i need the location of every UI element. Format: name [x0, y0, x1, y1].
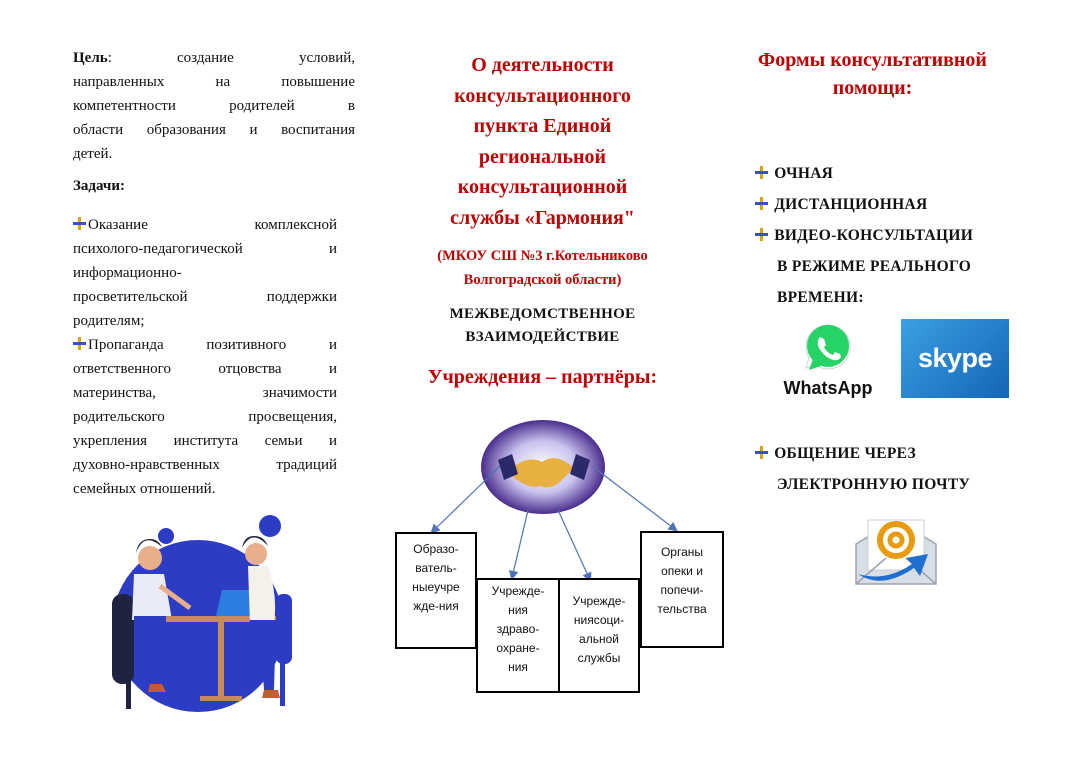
skype-logo — [901, 319, 1009, 398]
task-2-line: материнства, значимости — [73, 385, 337, 401]
whatsapp-icon — [776, 320, 880, 376]
interagency-heading: МЕЖВЕДОМСТВЕННОЕ ВЗАИМОДЕЙСТВИЕ — [449, 306, 636, 345]
partner-box-social: Учрежде- ниясоци- альной службы — [558, 578, 640, 693]
forms-title: Формы консультативной помощи: — [758, 49, 987, 99]
email-item: ОБЩЕНИЕ ЧЕРЕЗ ЭЛЕКТРОННУЮ ПОЧТУ — [755, 438, 1025, 500]
whatsapp-label: WhatsApp — [783, 378, 873, 398]
email-envelope-icon — [848, 500, 944, 596]
goal-label: Цель — [73, 50, 108, 66]
form-item: ДИСТАНЦИОННАЯ — [755, 189, 1025, 220]
partner-box-education: Образо- ватель- ныеучре ждe-ния — [395, 532, 477, 649]
goal-line: области образования и воспитания — [73, 122, 355, 138]
goal-line: компетентности родителей в — [73, 98, 355, 114]
form-item-continued: В РЕЖИМЕ РЕАЛЬНОГО — [777, 258, 972, 275]
bullet-icon — [73, 337, 86, 350]
bullet-icon — [73, 217, 86, 230]
consultation-illustration — [100, 508, 300, 720]
task-1-line: информационно- — [73, 265, 182, 281]
task-2-line: ответственного отцовства и — [73, 361, 337, 377]
forms-list — [755, 158, 1025, 313]
task-2-last: семейных отношений. — [73, 481, 216, 497]
partners-title: Учреждения – партнёры: — [427, 366, 658, 388]
task-2-line: Пропаганда позитивного и — [73, 333, 337, 357]
bullet-icon — [755, 228, 768, 241]
task-1-line: психолого-педагогической и — [73, 241, 337, 257]
skype-icon: skype — [917, 343, 993, 373]
form-item: ВИДЕО-КОНСУЛЬТАЦИИ — [755, 220, 1025, 251]
goal-line: направленных на повышение — [73, 74, 355, 90]
task-2-line: духовно-нравственных традиций — [73, 457, 337, 473]
tasks-list — [73, 213, 337, 501]
task-2-line: родительского просвещения, — [73, 409, 337, 425]
goal-line-1: Цель: создание условий, — [73, 50, 355, 66]
task-1-line: Оказание комплексной — [73, 213, 337, 237]
task-2-line: укрепления института семьи и — [73, 433, 337, 449]
form-item-continued: ВРЕМЕНИ: — [777, 289, 864, 306]
bullet-icon — [755, 446, 768, 459]
organization-name: (МКОУ СШ №3 г.Котельниково Волгоградской области) — [437, 248, 648, 288]
brochure-title: О деятельности консультационного пункта Единой региональной консультационной службы «Гармония" — [450, 54, 635, 229]
task-1-last: родителям; — [73, 313, 145, 329]
form-item: ОЧНАЯ — [755, 158, 1025, 189]
whatsapp-logo — [776, 320, 880, 400]
bullet-icon — [755, 197, 768, 210]
bullet-icon — [755, 166, 768, 179]
left-column — [73, 46, 355, 166]
partner-box-healthcare: Учрежде- ния здраво- охране- ния — [476, 578, 560, 693]
partner-box-guardianship: Органы опеки и попечи- тельства — [640, 531, 724, 648]
tasks-title: Задачи: — [73, 178, 126, 194]
task-1-line: просветительской поддержки — [73, 289, 337, 305]
goal-line-last: детей. — [73, 146, 113, 162]
